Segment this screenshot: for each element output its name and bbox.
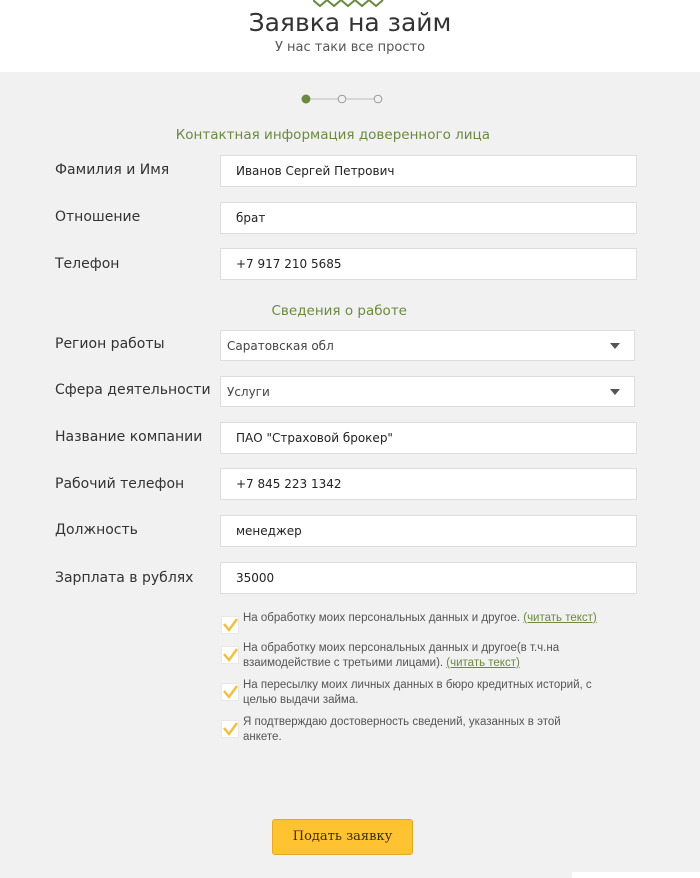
sphere-value: Услуги (227, 385, 270, 399)
page-title: Заявка на займ (248, 8, 452, 37)
company-input[interactable]: ПАО "Страховой брокер" (220, 422, 637, 454)
check-icon (222, 617, 238, 633)
consent-text-1: На обработку моих персональных данных и другое. (читать текст) (243, 612, 597, 624)
full-name-input[interactable]: Иванов Сергей Петрович (220, 155, 637, 187)
phone-input[interactable]: +7 917 210 5685 (220, 248, 637, 280)
step-indicator (301, 93, 385, 105)
consent-item-3 (221, 678, 601, 708)
label-company: Название компании (55, 429, 203, 445)
label-full-name: Фамилия и Имя (55, 162, 170, 178)
section-work-title: Сведения о работе (271, 303, 407, 319)
label-position: Должность (55, 522, 138, 538)
check-icon (222, 721, 238, 737)
consent-list (221, 611, 601, 745)
relation-input[interactable]: брат (220, 202, 637, 234)
label-relation: Отношение (55, 209, 141, 225)
consent-text-3: На пересылку моих личных данных в бюро кредитных историй, с целью выдачи займа. (243, 679, 592, 706)
work-phone-input[interactable]: +7 845 223 1342 (220, 468, 637, 500)
page-subtitle: У нас таки все просто (274, 40, 426, 55)
read-text-link-2[interactable]: (читать текст) (446, 657, 520, 669)
position-input[interactable]: менеджер (220, 515, 637, 547)
consent-checkbox-1[interactable] (221, 616, 239, 634)
consent-checkbox-4[interactable] (221, 720, 239, 738)
chevron-down-icon (610, 343, 620, 349)
label-region: Регион работы (55, 336, 165, 352)
salary-input[interactable]: 35000 (220, 562, 637, 594)
label-phone: Телефон (55, 256, 120, 272)
consent-text-4: Я подтверждаю достоверность сведений, указанных в этой анкете. (243, 716, 561, 743)
check-icon (222, 647, 238, 663)
chevron-down-icon (610, 389, 620, 395)
consent-item-2 (221, 641, 601, 671)
check-icon (222, 684, 238, 700)
consent-item-1 (221, 611, 601, 634)
label-salary: Зарплата в рублях (55, 570, 194, 586)
submit-button[interactable]: Подать заявку (272, 819, 413, 855)
step-1-active (302, 95, 311, 104)
consent-item-4 (221, 715, 601, 745)
logo-zigzag-icon (313, 0, 387, 8)
region-select[interactable] (220, 330, 635, 361)
section-contact-title: Контактная информация доверенного лица (175, 127, 490, 143)
consent-checkbox-2[interactable] (221, 646, 239, 664)
page-header (0, 0, 700, 72)
footer-corner (572, 872, 700, 878)
step-2 (338, 95, 346, 103)
sphere-select[interactable] (220, 376, 635, 407)
consent-text-2: На обработку моих персональных данных и другое(в т.ч.на взаимодействие с третьими лицами). (читать текст) (243, 642, 560, 669)
label-work-phone: Рабочий телефон (55, 476, 185, 492)
region-value: Саратовская обл (227, 339, 334, 353)
step-3 (374, 95, 382, 103)
read-text-link-1[interactable]: (читать текст) (523, 612, 597, 624)
consent-checkbox-3[interactable] (221, 683, 239, 701)
label-sphere: Сфера деятельности (55, 382, 211, 398)
